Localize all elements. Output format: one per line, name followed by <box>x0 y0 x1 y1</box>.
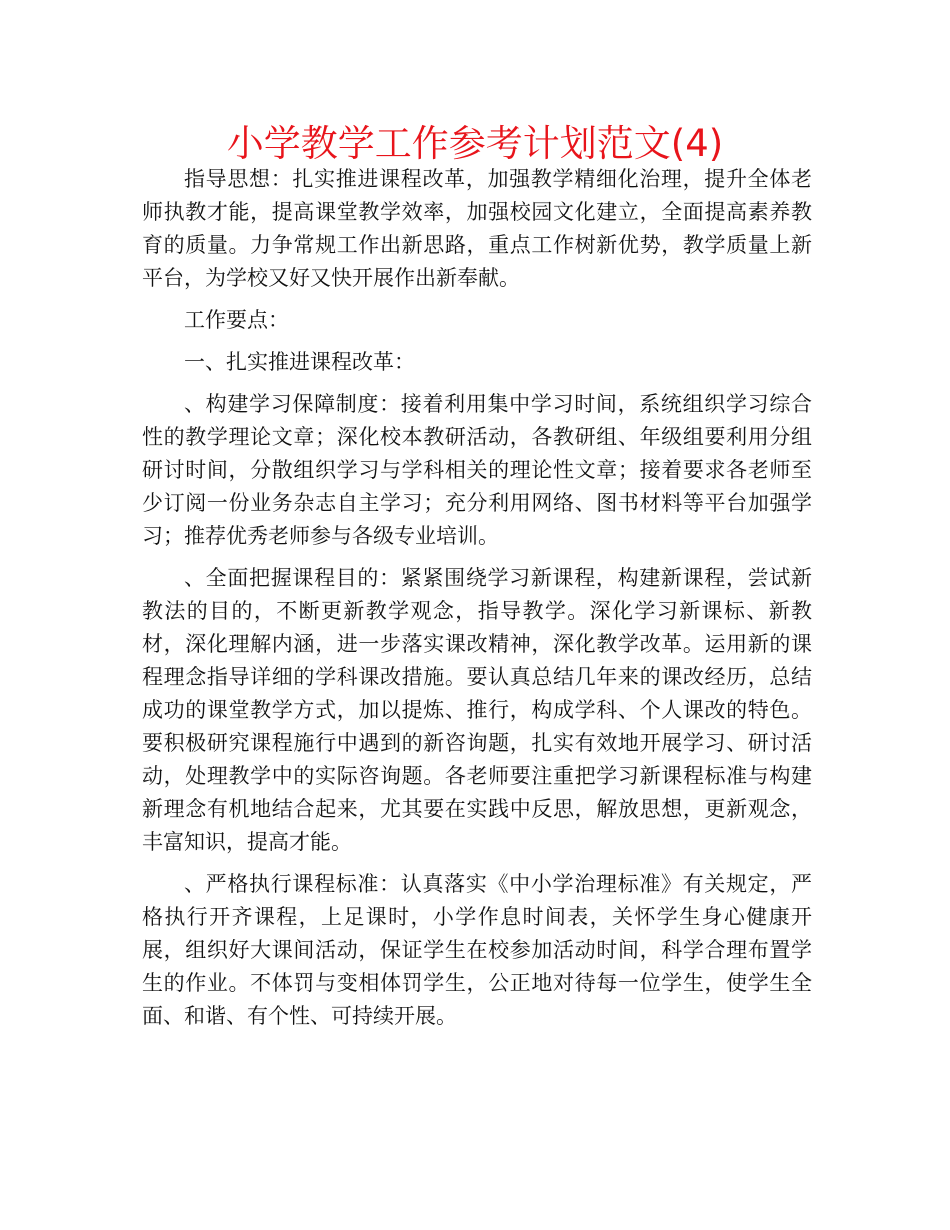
paragraph-learning-system: 、构建学习保障制度：接着利用集中学习时间，系统组织学习综合性的教学理论文章；深化校本教研活动，各教研组、年级组要利用分组研讨时间，分散组织学习与学科相关的理论性文章；接着要求各老师至少订阅一份业务杂志自主学习；充分利用网络、图书材料等平台加强学习；推荐优秀老师参与各级专业培训。 <box>142 392 812 548</box>
paragraph-guiding-thought: 指导思想：扎实推进课程改革，加强教学精细化治理，提升全体老师执教才能，提高课堂教学效率，加强校园文化建立，全面提高素养教育的质量。力争常规工作出新思路，重点工作树新优势，教学质量上新平台，为学校又好又快开展作出新奉献。 <box>142 167 812 290</box>
document-body <box>142 163 812 1042</box>
paragraph-section-one-heading: 一、扎实推进课程改革： <box>184 350 415 374</box>
paragraph-course-standards: 、严格执行课程标准：认真落实《中小学治理标准》有关规定，严格执行开齐课程，上足课时，小学作息时间表，关怀学生身心健康开展，组织好大课间活动，保证学生在校参加活动时间，科学合理布置学生的作业。不体罚与变相体罚学生，公正地对待每一位学生，使学生全面、和谐、有个性、可持续开展。 <box>142 872 812 1028</box>
paragraph-course-goals: 、全面把握课程目的：紧紧围绕学习新课程，构建新课程，尝试新教法的目的，不断更新教学观念，指导教学。深化学习新课标、新教材，深化理解内涵，进一步落实课改精神，深化教学改革。运用新的课程理念指导详细的学科课改措施。要认真总结几年来的课改经历，总结成功的课堂教学方式，加以提炼、推行，构成学科、个人课改的特色。要积极研究课程施行中遇到的新咨询题，扎实有效地开展学习、研讨活动，处理教学中的实际咨询题。各老师要注重把学习新课程标准与构建新理念有机地结合起来，尤其要在实践中反思，解放思想，更新观念，丰富知识，提高才能。 <box>142 566 812 854</box>
document-title: 小学教学工作参考计划范文(4) <box>226 122 724 165</box>
paragraph-work-points: 工作要点： <box>184 308 289 332</box>
